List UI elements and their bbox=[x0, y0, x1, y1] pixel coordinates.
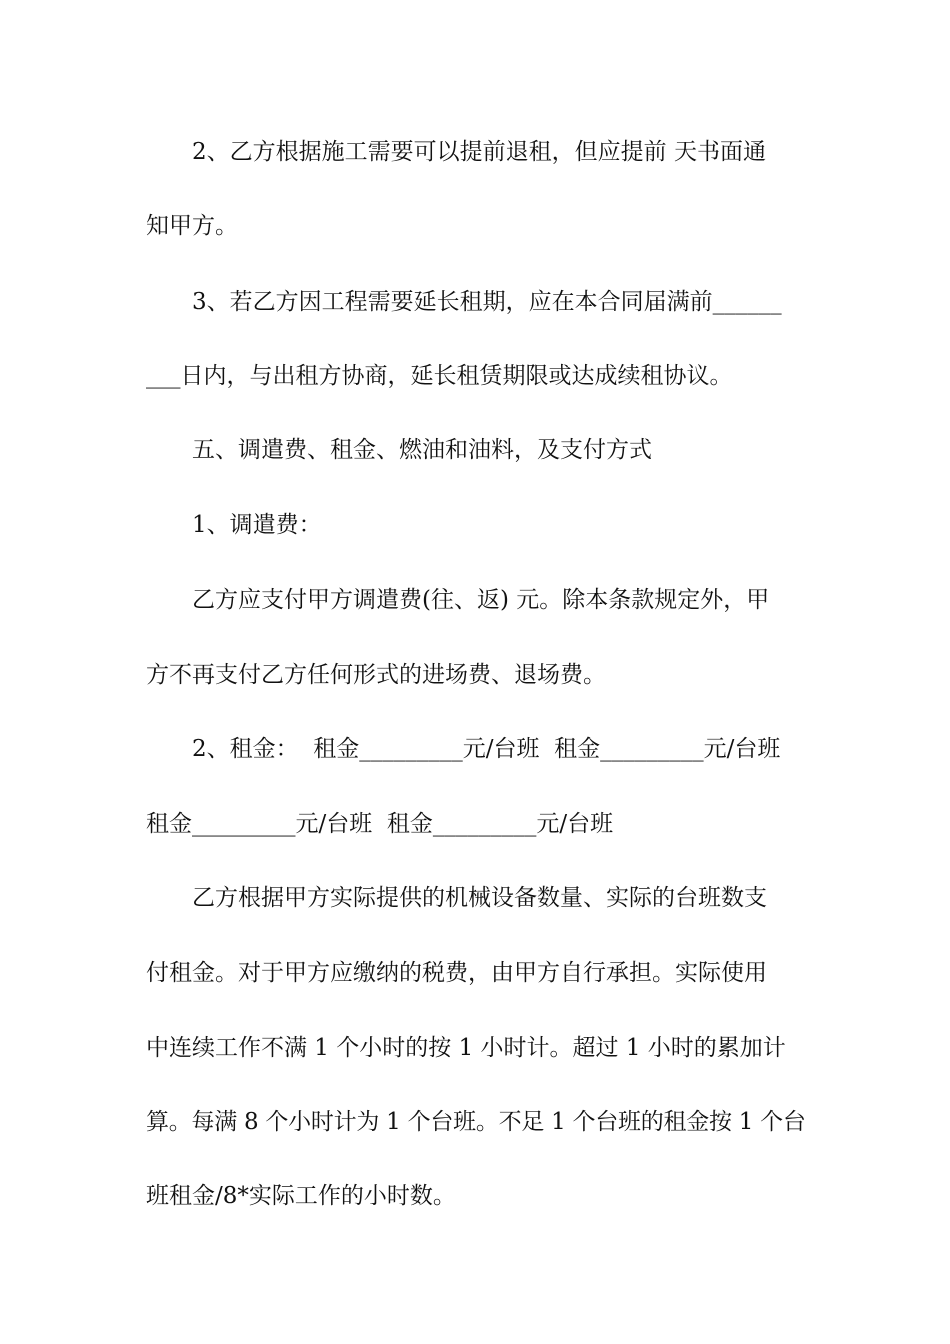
text-line bbox=[0, 282, 950, 322]
line-text: 2、乙方根据施工需要可以提前退租，但应提前 天书面通 bbox=[192, 139, 766, 165]
line-text: 中连续工作不满 1 个小时的按 1 小时计。超过 1 小时的累加计 bbox=[146, 1035, 786, 1061]
text-line bbox=[0, 1102, 950, 1142]
text-line bbox=[0, 356, 950, 396]
line-text: 知甲方。 bbox=[146, 213, 238, 239]
text-line bbox=[0, 655, 950, 695]
text-line bbox=[0, 878, 950, 918]
line-text: 算。每满 8 个小时计为 1 个台班。不足 1 个台班的租金按 1 个台 bbox=[146, 1109, 806, 1135]
text-line bbox=[0, 729, 950, 769]
text-line bbox=[0, 1028, 950, 1068]
section-heading bbox=[0, 430, 950, 470]
line-text: 1、调遣费： bbox=[192, 512, 322, 538]
text-line bbox=[0, 804, 950, 844]
line-text: 乙方根据甲方实际提供的机械设备数量、实际的台班数支 bbox=[192, 885, 767, 911]
line-text: 3、若乙方因工程需要延长租期，应在本合同届满前______ bbox=[192, 289, 782, 315]
text-line bbox=[0, 953, 950, 993]
line-text: 乙方应支付甲方调遣费(往、返) 元。除本条款规定外，甲 bbox=[192, 587, 770, 613]
line-text: 租金_________元/台班 租金_________元/台班 bbox=[146, 811, 614, 837]
line-text: ___日内，与出租方协商，延长租赁期限或达成续租协议。 bbox=[146, 363, 733, 389]
line-text: 方不再支付乙方任何形式的进场费、退场费。 bbox=[146, 662, 606, 688]
text-line bbox=[0, 505, 950, 545]
text-line bbox=[0, 1176, 950, 1216]
text-line bbox=[0, 206, 950, 246]
line-text: 五、调遣费、租金、燃油和油料，及支付方式 bbox=[192, 437, 652, 463]
text-line bbox=[0, 580, 950, 620]
line-text: 班租金/8*实际工作的小时数。 bbox=[146, 1183, 456, 1209]
line-text: 付租金。对于甲方应缴纳的税费，由甲方自行承担。实际使用 bbox=[146, 960, 767, 986]
text-line bbox=[0, 132, 950, 172]
line-text: 2、租金： 租金_________元/台班 租金_________元/台班 bbox=[192, 736, 781, 762]
